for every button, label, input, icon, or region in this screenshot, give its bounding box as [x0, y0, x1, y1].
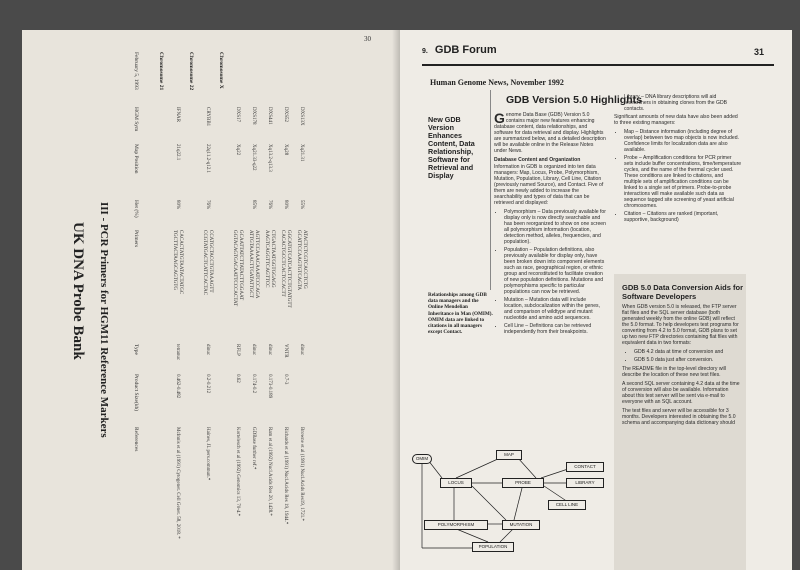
- list-item: • Probe – Amplification conditions for PCR primer sets include buffer concentrations, time/temperature cycles, and the name of the thermal cycler used. These conditions are linked to citations, and multiple sets of amplification conditions can be linked to a single set of primers. Probe-to-probe interactions will make available such data as sequence tagged site screening of yeast artificial chromosomes.: [624, 155, 742, 209]
- table-cell-sym: DXS178: [251, 107, 256, 125]
- table-cell-primer2: GGTACAGTGACAATTCCCACTAT: [232, 230, 237, 307]
- table-cell-sym: DXS17: [235, 107, 240, 123]
- table-cell-size: 0.62: [235, 374, 240, 383]
- diagram-node-population: POPULATION: [472, 542, 514, 552]
- table-cell-het: 80%: [175, 200, 180, 210]
- diagram-node-probe: PROBE: [502, 478, 544, 488]
- list-item: • Polymorphism – Data previously available for display only is now directly searchable and has been reorganized to show on one screen all polymorphism information (location, detection method, alleles, frequencies, and population).: [504, 209, 606, 245]
- table-cell-pos: Xq21.31: [299, 144, 304, 162]
- box-paragraph: The test files and server will be accessible for 3 months. Developers interested in obtaining the 5.0 schema and accompanying data dictionary should: [622, 408, 736, 426]
- table-cell-size: 0.174-0.2: [251, 374, 256, 394]
- intro-paragraph: Genome Data Base (GDB) Version 5.0 contains major new features enhancing database content, data relationships, and software for data retrieval and display. Highlights are summarized below, and a detailed description will be available online in the Release Notes under News.: [494, 110, 606, 154]
- table-cell-type: dinuc: [299, 344, 304, 356]
- table-cell-type: dinuc: [251, 344, 256, 356]
- header-rule: [422, 64, 774, 66]
- right-page-number: 31: [753, 47, 764, 57]
- source-line: Human Genome News, November 1992: [430, 78, 564, 87]
- box-heading: GDB 5.0 Data Conversion Aids for Software Developers: [622, 283, 743, 301]
- table-cell-ref: GDBase further ref.*: [251, 427, 256, 470]
- table-cell-pos: Xq13.2-q13.3: [267, 144, 272, 172]
- table-cell-ref: McInnis et al (1991) Cytogenet. Cell Genet. 58, 2018. *: [175, 427, 180, 539]
- table-cell-het: 80%: [283, 200, 288, 210]
- table-cell-sym: DXS13X: [299, 107, 304, 126]
- table-cell-type: tetranuc: [175, 344, 180, 361]
- table-cell-ref: Browne et al (1991) Nucl.Acids Res19, 1721.*: [299, 427, 304, 522]
- article-heading: GDB Version 5.0 Highlights: [506, 94, 642, 106]
- column-rule: [490, 90, 491, 290]
- table-cell-het: 85%: [251, 200, 256, 210]
- list-item: • GDB 4.2 data at time of conversion and: [634, 349, 740, 355]
- diagram-node-omim: OMIM: [412, 454, 432, 464]
- diagram-node-cell-line: CELL LINE: [548, 500, 586, 510]
- manager-list: [494, 209, 606, 335]
- table-cell-type: RFLP: [235, 344, 240, 356]
- table-cell-size: 0.7-3: [283, 374, 288, 385]
- section-title: GDB Forum: [434, 44, 497, 56]
- drop-cap: G: [494, 110, 505, 126]
- diagram-node-mutation: MUTATION: [502, 520, 540, 530]
- existing-managers-paragraph: Significant amounts of new data have also been added to three existing managers:: [614, 114, 738, 126]
- table-cell-primer1: CTGACTAATGGTGGAGG: [270, 230, 275, 288]
- table-cell-primer1: AGTTCCAAACAAATCCCAGA: [254, 230, 259, 299]
- table-cell-primer1: CACACTATGTAATACTATGC: [178, 230, 183, 295]
- table-cell-pos: Xq28: [283, 144, 288, 156]
- chromosome-label: Chromosome 21: [158, 52, 164, 91]
- col-header-size: Product Size(kb): [133, 374, 139, 412]
- col-header-primers: Primers: [133, 230, 139, 248]
- table-cell-size: 0.462-0.482: [175, 374, 180, 399]
- table-cell-primer2: CCGTATGACTCATTCACTAC: [202, 230, 207, 296]
- chromosome-label: Chromosome 22: [188, 52, 194, 91]
- table-cell-type: dinuc: [267, 344, 272, 356]
- table-cell-sym: DXS52: [283, 107, 288, 123]
- box-body: [622, 304, 740, 426]
- table-cell-primer2: CACACTGCCTCACTCCACTT: [280, 230, 285, 297]
- table-cell-ref: Richards et al (1991) Nucl.Acids Res 19, 1944.*: [283, 427, 288, 525]
- content-paragraph: Information in GDB is organized into ten data managers: Map, Locus, Probe, Polymorphism, Mutation, Population, Library, Cell Line, Citation (previously named Source), and Contact. Five of them are newly added to increase the searchability and types of data that can be retrieved and displayed:: [494, 164, 604, 206]
- table-cell-primer1: GGCATGTCATCACTTCTGTATGTT: [286, 230, 291, 308]
- diagram-node-locus: LOCUS: [440, 478, 472, 488]
- box-list: [622, 349, 740, 363]
- table-cell-het: 55%: [299, 200, 304, 210]
- table-cell-sym: IFNAR: [175, 107, 180, 123]
- table-cell-primer2: GCATTCCAAGTGTCAGTA: [296, 230, 301, 291]
- table-cell-ref: Ram et al (1992) Nucl.Acids Res 20, 1428.*: [267, 427, 272, 516]
- table-cell-primer1: CCATGCTACCTGTAAAGTT: [208, 230, 213, 293]
- probe-bank-subtitle: III - PCR Primers for HGM11 Reference Markers: [98, 202, 110, 438]
- col-header-sym: HGM Sym: [133, 107, 139, 132]
- right-page: [400, 30, 792, 570]
- col-header-refs: References: [133, 427, 139, 452]
- col-header-map: Map Position: [133, 144, 139, 174]
- list-item: • Population – Population definitions, also previously available for display only, have been broken down into component elements such as race, geographical region, or ethnic group and reconstituted to facilitate creation of new population definitions. Mutations and polymorphisms specific to particular populations can now be retrieved.: [504, 247, 606, 295]
- table-date: February 5, 1993: [133, 52, 139, 90]
- diagram-caption: Relationships among GDB data managers and the Online Mendelian Inheritance in Man (OMIM). OMIM data are linked to citations in all managers except Contact.: [428, 292, 493, 336]
- table-cell-primer1: ATACTCTCGTCACCTCTG: [302, 230, 307, 289]
- table-cell-type: VNTR: [283, 344, 288, 358]
- left-page-number: 30: [364, 35, 371, 43]
- list-item: • Citation – Citations are ranked (important, supportive, background): [624, 211, 742, 223]
- table-cell-het: 76%: [205, 200, 210, 210]
- box-paragraph: A second SQL server containing 4.2 data at the time of conversion will also be available. Information about this test server will be sent via e-mail to everyone with an SQL account.: [622, 381, 740, 405]
- table-cell-ref: Haines, JL pers.commun.*: [205, 427, 210, 481]
- table-cell-sym: DXS441: [267, 107, 272, 125]
- section-header: [422, 44, 497, 56]
- diagram-node-polymorphism: POLYMORPHISM: [424, 520, 488, 530]
- list-item: • Mutation – Mutation data will include location, subclocalization within the genes, and comparison of wildtype and mutant nucleotide and amino acid sequences.: [504, 297, 606, 321]
- probe-bank-title: UK DNA Probe Bank: [70, 222, 86, 360]
- table-cell-pos: 22q11.2-q12.1: [205, 144, 210, 173]
- list-item: • Cell Line – Definitions can be retrieved independently from their breakpoints.: [504, 323, 606, 335]
- article-column-2: [614, 94, 742, 225]
- list-item: • Map – Distance information (including degree of overlap) between two map objects is now included. Confidence limits for localization data are also available.: [624, 129, 742, 153]
- table-cell-primer2: AAGTCAGGTTCAGTTCC: [264, 230, 269, 288]
- box-paragraph: When GDB version 5.0 is released, the FTP server flat files and the SQL server database (both generated weekly from the online GDB) will reflect the 5.0 format. To help developers test programs for converting from 4.2 to 5.0 format, GDB plans to set up two new FTP directories containing flat files with equivalent data in two formats:: [622, 304, 739, 346]
- table-cell-primer1: GCAATTATCTTATACTTGGAAT: [238, 230, 243, 301]
- col-header-type: Type: [133, 344, 139, 355]
- col-header-het: Het (%): [133, 200, 139, 218]
- table-cell-primer2: TGCTTACTAAGCAGTGTG: [172, 230, 177, 291]
- table-cell-sym: CRYBB1: [205, 107, 210, 127]
- library-list: [614, 94, 742, 112]
- content-heading: Database Content and Organization: [494, 157, 581, 163]
- list-item: • Library – DNA library descriptions will aid researchers in obtaining clones from the GDB contacts.: [624, 94, 742, 112]
- left-page: [22, 30, 400, 570]
- diagram-node-library: LIBRARY: [566, 478, 604, 488]
- table-cell-size: 0.2-0.212: [205, 374, 210, 394]
- data-manager-diagram: [406, 448, 620, 558]
- table-cell-pos: Xq22: [235, 144, 240, 156]
- article-column-1: [494, 112, 606, 337]
- chromosome-label: Chromosome X: [218, 52, 224, 89]
- diagram-node-contact: CONTACT: [566, 462, 604, 472]
- diagram-node-map: MAP: [496, 450, 522, 460]
- rotated-table: [32, 52, 372, 570]
- table-cell-type: dinuc: [205, 344, 210, 356]
- section-number: 9.: [422, 48, 428, 55]
- list-item: • GDB 5.0 data just after conversion.: [634, 357, 740, 363]
- table-cell-primer2: ATTGTAAAACTTGATATTGCT: [248, 230, 253, 298]
- sidebar-title: New GDB Version Enhances Content, Data Relationship, Software for Retrieval and Display: [428, 115, 475, 180]
- table-cell-pos: Xq21.33-q22: [251, 144, 256, 171]
- table-cell-size: 0.173-0.189: [267, 374, 272, 399]
- table-cell-pos: 21q22.1: [175, 144, 180, 161]
- conversion-sidebar-box: [614, 274, 746, 570]
- existing-managers-list: [614, 129, 742, 223]
- box-paragraph: The README file in the top-level directory will describe the location of these new test files.: [622, 366, 726, 378]
- table-cell-het: 76%: [267, 200, 272, 210]
- table-cell-ref: Kortelesch et al (1992) Genomics 13, 70-4.*: [235, 427, 240, 517]
